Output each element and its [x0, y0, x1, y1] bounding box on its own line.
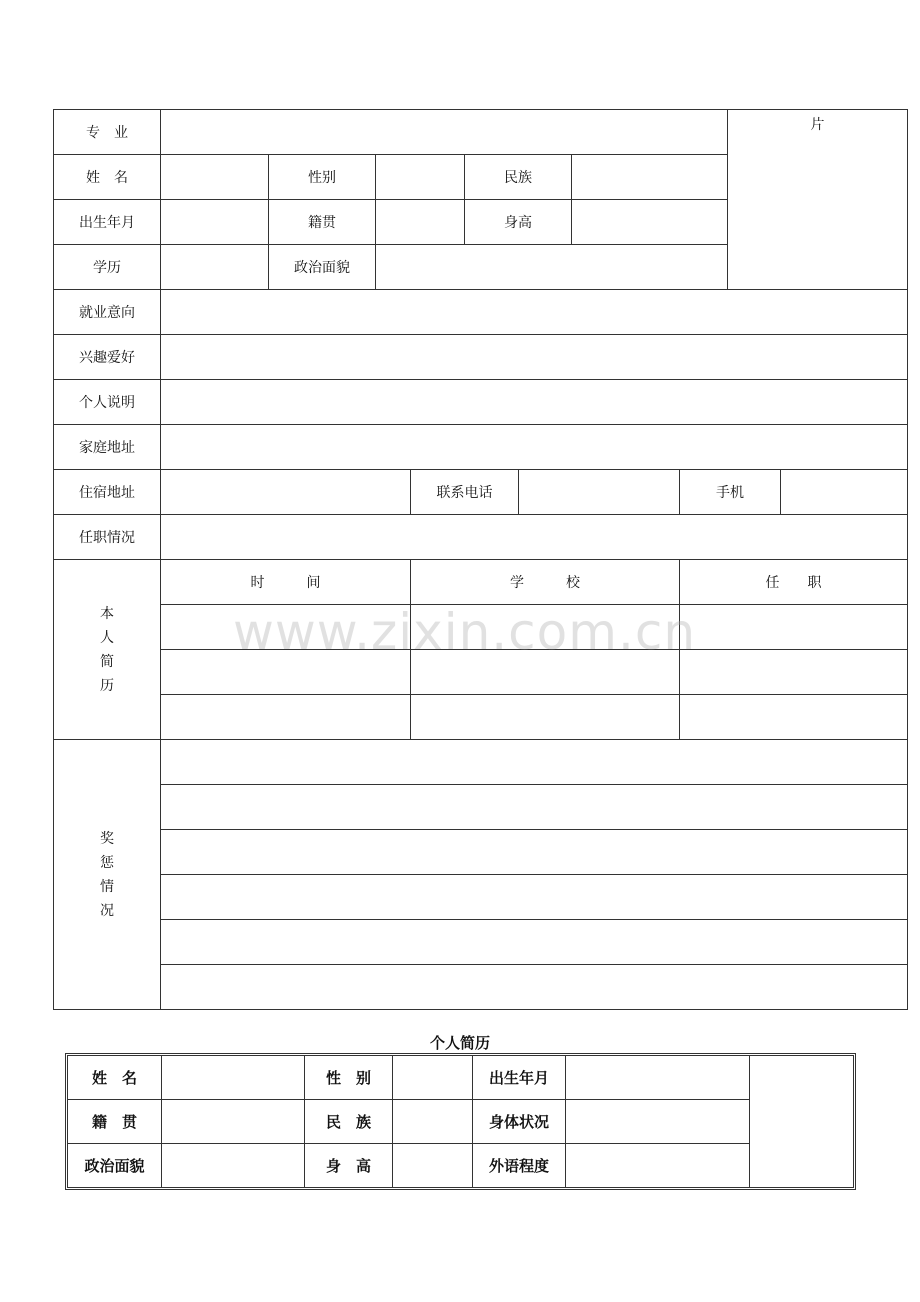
height-field[interactable] — [572, 200, 728, 245]
home-address-label: 家庭地址 — [54, 425, 161, 470]
resume-header-role: 任 职 — [680, 560, 908, 605]
secondary-form-frame — [65, 1053, 856, 1190]
ethnicity-label: 民族 — [465, 155, 572, 200]
awards-row[interactable] — [161, 830, 908, 875]
major-label: 专 业 — [54, 110, 161, 155]
major-field[interactable] — [161, 110, 728, 155]
s-health-label: 身体状况 — [473, 1100, 566, 1144]
s-birth-label: 出生年月 — [473, 1056, 566, 1100]
birth-label: 出生年月 — [54, 200, 161, 245]
s-height-field[interactable] — [393, 1144, 473, 1188]
hobbies-field[interactable] — [161, 335, 908, 380]
s-photo-box[interactable] — [750, 1056, 854, 1188]
awards-label-char: 况 — [100, 902, 114, 919]
awards-row[interactable] — [161, 875, 908, 920]
education-field[interactable] — [161, 245, 269, 290]
job-intent-field[interactable] — [161, 290, 908, 335]
s-political-label: 政治面貌 — [68, 1144, 162, 1188]
job-intent-label: 就业意向 — [54, 290, 161, 335]
s-name-field[interactable] — [162, 1056, 305, 1100]
name-field[interactable] — [161, 155, 269, 200]
height-label: 身高 — [465, 200, 572, 245]
education-label: 学历 — [54, 245, 161, 290]
resume-time-cell[interactable] — [161, 695, 411, 740]
awards-label-char: 奖 — [100, 830, 114, 847]
s-health-field[interactable] — [566, 1100, 750, 1144]
contact-phone-label: 联系电话 — [411, 470, 519, 515]
political-label: 政治面貌 — [269, 245, 376, 290]
home-address-field[interactable] — [161, 425, 908, 470]
s-political-field[interactable] — [162, 1144, 305, 1188]
s-language-label: 外语程度 — [473, 1144, 566, 1188]
secondary-form-title: 个人简历 — [429, 1034, 490, 1052]
s-native-place-field[interactable] — [162, 1100, 305, 1144]
secondary-form — [67, 1055, 854, 1188]
photo-label: 片 — [810, 117, 825, 133]
awards-label — [54, 740, 161, 1010]
s-gender-field[interactable] — [393, 1056, 473, 1100]
position-label: 任职情况 — [54, 515, 161, 560]
contact-phone-field[interactable] — [519, 470, 680, 515]
mobile-label: 手机 — [680, 470, 781, 515]
s-native-place-label: 籍 贯 — [68, 1100, 162, 1144]
resume-label-char: 简 — [100, 653, 114, 670]
s-language-field[interactable] — [566, 1144, 750, 1188]
hobbies-label: 兴趣爱好 — [54, 335, 161, 380]
ethnicity-field[interactable] — [572, 155, 728, 200]
native-place-label: 籍贯 — [269, 200, 376, 245]
residence-label: 住宿地址 — [54, 470, 161, 515]
s-ethnicity-field[interactable] — [393, 1100, 473, 1144]
native-place-field[interactable] — [376, 200, 465, 245]
resume-role-cell[interactable] — [680, 605, 908, 650]
gender-label: 性别 — [269, 155, 376, 200]
awards-row[interactable] — [161, 965, 908, 1010]
s-height-label: 身 高 — [305, 1144, 393, 1188]
resume-school-cell[interactable] — [411, 650, 680, 695]
resume-label-char: 人 — [100, 629, 114, 646]
gender-field[interactable] — [376, 155, 465, 200]
resume-role-cell[interactable] — [680, 650, 908, 695]
awards-label-char: 情 — [100, 878, 114, 895]
personal-label: 个人说明 — [54, 380, 161, 425]
s-name-label: 姓 名 — [68, 1056, 162, 1100]
mobile-field[interactable] — [781, 470, 908, 515]
resume-header-time: 时 间 — [161, 560, 411, 605]
resume-time-cell[interactable] — [161, 650, 411, 695]
awards-row[interactable] — [161, 785, 908, 830]
personal-field[interactable] — [161, 380, 908, 425]
photo-box[interactable] — [728, 110, 908, 290]
political-field[interactable] — [376, 245, 728, 290]
s-ethnicity-label: 民 族 — [305, 1100, 393, 1144]
birth-field[interactable] — [161, 200, 269, 245]
watermark: www.zixin.com.cn — [233, 603, 697, 661]
awards-row[interactable] — [161, 920, 908, 965]
awards-row[interactable] — [161, 740, 908, 785]
resume-header-school: 学 校 — [411, 560, 680, 605]
resume-role-cell[interactable] — [680, 695, 908, 740]
resume-label-char: 历 — [100, 677, 114, 694]
resume-form — [53, 109, 908, 1010]
resume-label — [54, 560, 161, 740]
s-gender-label: 性 别 — [305, 1056, 393, 1100]
name-label: 姓 名 — [54, 155, 161, 200]
resume-label-char: 本 — [100, 605, 114, 622]
s-birth-field[interactable] — [566, 1056, 750, 1100]
resume-school-cell[interactable] — [411, 605, 680, 650]
resume-time-cell[interactable] — [161, 605, 411, 650]
resume-school-cell[interactable] — [411, 695, 680, 740]
awards-label-char: 惩 — [100, 854, 114, 871]
residence-field[interactable] — [161, 470, 411, 515]
position-field[interactable] — [161, 515, 908, 560]
